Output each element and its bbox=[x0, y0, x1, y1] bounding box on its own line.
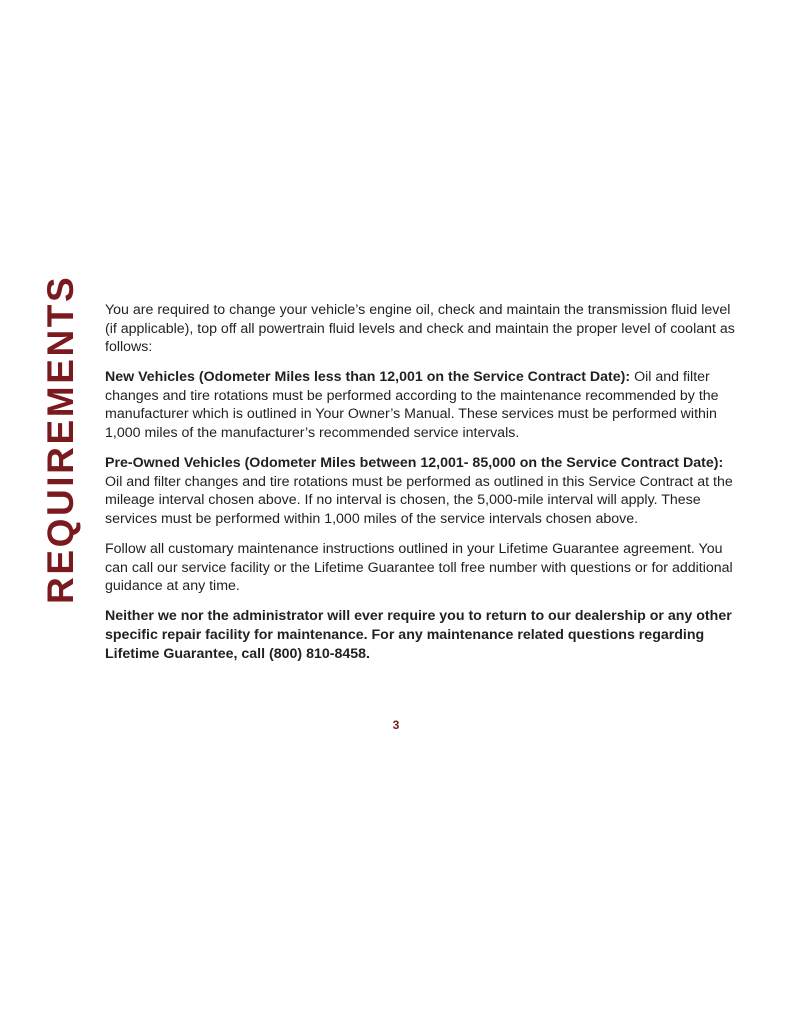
page-number: 3 bbox=[392, 718, 400, 732]
pre-owned-heading: Pre-Owned Vehicles (Odometer Miles between 12,001- 85,000 on the Service Contract Date): bbox=[105, 455, 724, 472]
pre-owned-paragraph bbox=[105, 454, 741, 528]
closing-paragraph: Neither we nor the administrator will ever require you to return to our dealership or any other specific repair facility for maintenance. For any maintenance related questions regarding Lifetime Guarantee, call (800) 810-8458. bbox=[105, 608, 732, 662]
section-title: REQUIREMENTS bbox=[40, 274, 81, 604]
follow-paragraph: Follow all customary maintenance instructions outlined in your Lifetime Guarantee agreement. You can call our service facility or the Lifetime Guarantee toll free number with questions or for additional guidance at any time. bbox=[105, 541, 733, 595]
requirements-body bbox=[105, 301, 741, 675]
new-vehicles-text: Oil and filter changes and tire rotations must be performed according to the maintenance recommended by the manufacturer which is outlined in Your Owner’s Manual. These services must be performed within 1,000 miles of the manufacturer’s recommended service intervals. bbox=[105, 369, 719, 442]
new-vehicles-paragraph bbox=[105, 368, 741, 442]
intro-paragraph: You are required to change your vehicle’s engine oil, check and maintain the transmission fluid level (if applicable), top off all powertrain fluid levels and check and maintain the proper level of coolant as follows: bbox=[105, 302, 735, 356]
pre-owned-text: Oil and filter changes and tire rotations must be performed as outlined in this Service Contract at the mileage interval chosen above. If no interval is chosen, the 5,000-mile interval will apply. These services must be performed within 1,000 miles of the service intervals chosen above. bbox=[105, 473, 733, 527]
new-vehicles-heading: New Vehicles (Odometer Miles less than 12,001 on the Service Contract Date): bbox=[105, 369, 631, 386]
